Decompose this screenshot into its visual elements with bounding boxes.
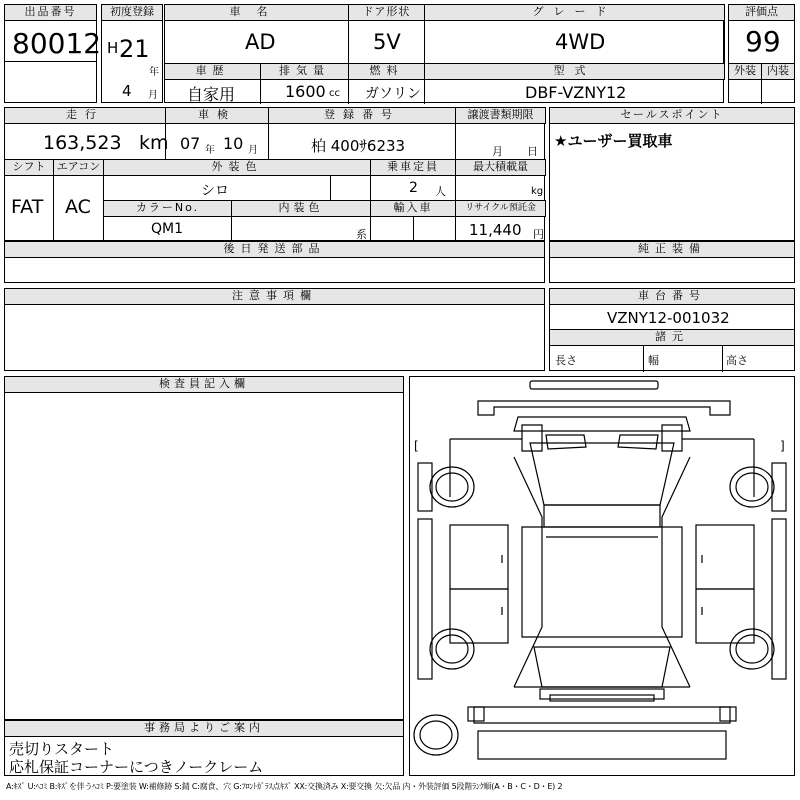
recycle-unit: 円	[533, 228, 544, 241]
score-box	[728, 4, 795, 103]
office-note-1: 売切りスタート	[9, 740, 115, 758]
color-no-label: カラーNo.	[103, 200, 232, 217]
office-label: 事務局よりご案内	[4, 720, 404, 737]
notes-box	[4, 288, 545, 371]
first-registration-box	[101, 4, 163, 103]
year-unit: 年	[149, 67, 159, 78]
inspection-year-value: 07	[180, 134, 201, 153]
inspection-month-value: 10	[223, 134, 244, 153]
reg-no-label: 登録番号	[268, 107, 456, 124]
capacity-value: 2	[409, 180, 418, 196]
ext-color-value: シロ	[201, 183, 229, 199]
capacity-label: 乗車定員	[370, 159, 456, 176]
recycle-value: 11,440	[469, 221, 522, 239]
later-parts-box	[4, 241, 545, 283]
chassis-no-value: VZNY12-001032	[607, 309, 730, 327]
model-code-label: 型式	[424, 63, 725, 80]
color-no-value: QM1	[151, 221, 184, 237]
displacement-label: 排気量	[260, 63, 349, 80]
exterior-label: 外装	[728, 63, 762, 80]
car-diagram-box	[409, 376, 795, 776]
year-value: 21	[119, 35, 150, 63]
aircon-value: AC	[65, 196, 91, 218]
reg-no-value: 柏 400ｻ6233	[311, 137, 406, 155]
later-parts-label: 後日発送部品	[4, 241, 545, 258]
max-load-label: 最大積載量	[455, 159, 546, 176]
history-value: 自家用	[187, 85, 236, 104]
bracket-left: [	[414, 439, 419, 453]
inspector-label: 検査員記入欄	[4, 376, 404, 393]
legend-text: A:ｷｽﾞ U:ﾍｺﾐ B:ｷｽﾞを伴うﾍｺﾐ P:要塗装 W:補修跡 S:錆 C:腐食、穴 G:ﾌﾛﾝﾄｶﾞﾗｽ点ｷｽﾞ XX:交換済み X:要交換 欠:欠品 内・外装評価 5段階ﾗﾝｸ順(A・B・C・D・E) 2	[6, 782, 563, 791]
notes-label: 注意事項欄	[4, 288, 545, 305]
genuine-equip-label: 純正装備	[549, 241, 795, 258]
sales-point-value: ★ユーザー買取車	[554, 132, 673, 150]
sales-point-label: セールスポイント	[549, 107, 795, 124]
grade-value: 4WD	[555, 30, 606, 54]
genuine-equip-box	[549, 241, 795, 283]
fuel-value: ガソリン	[365, 86, 421, 102]
vehicle-info-box	[164, 4, 724, 103]
inspection-month-unit: 月	[248, 145, 258, 156]
mileage-label: 走行	[4, 107, 166, 124]
grade-label: グレード	[424, 4, 725, 21]
office-box	[4, 720, 404, 776]
fuel-label: 燃料	[348, 63, 425, 80]
month-value: 4	[122, 82, 132, 100]
lot-number-box	[4, 4, 102, 103]
transfer-day-unit: 日	[527, 145, 538, 158]
history-label: 車歴	[164, 63, 261, 80]
transfer-month-unit: 月	[492, 145, 503, 158]
month-unit: 月	[148, 90, 158, 101]
inspection-label: 車検	[165, 107, 269, 124]
door-type-label: ドア形状	[348, 4, 425, 21]
bracket-right: ]	[780, 439, 785, 453]
recycle-label: リサイクル預託金	[455, 200, 546, 217]
length-label: 長さ	[555, 354, 577, 367]
inspector-box	[4, 376, 404, 720]
score-value: 99	[745, 25, 781, 58]
car-name-label: 車名	[164, 4, 349, 21]
capacity-unit: 人	[435, 185, 446, 198]
width-label: 幅	[648, 354, 659, 367]
max-load-unit: kg	[531, 186, 544, 197]
model-code-value: DBF-VZNY12	[525, 83, 627, 102]
int-color-label: 内装色	[231, 200, 371, 217]
ext-color-label: 外装色	[103, 159, 371, 176]
lot-number-value: 80012	[12, 27, 102, 60]
sales-point-box	[549, 107, 795, 241]
dimensions-label: 諸元	[549, 329, 795, 346]
lot-number-label: 出品番号	[4, 4, 97, 21]
displacement-unit: cc	[329, 88, 340, 99]
mileage-unit: km	[139, 132, 169, 154]
chassis-no-label: 車台番号	[549, 288, 795, 305]
car-name-value: AD	[245, 30, 276, 54]
shift-value: FAT	[11, 196, 44, 218]
car-body-diagram	[410, 377, 794, 775]
chassis-box	[549, 288, 795, 371]
mileage-section	[4, 107, 545, 241]
height-label: 高さ	[726, 354, 748, 367]
shift-label: シフト	[4, 159, 54, 176]
int-color-unit: 系	[356, 228, 367, 241]
import-label: 輸入車	[370, 200, 456, 217]
office-note-2: 応札保証コーナーにつきノークレーム	[9, 758, 264, 776]
score-label: 評価点	[728, 4, 795, 21]
door-type-value: 5V	[373, 30, 401, 54]
era-value: H	[107, 39, 119, 57]
transfer-doc-label: 譲渡書類期限	[455, 107, 546, 124]
inspection-year-unit: 年	[205, 145, 215, 156]
displacement-value: 1600	[285, 82, 326, 101]
aircon-label: エアコン	[53, 159, 104, 176]
mileage-value: 163,523	[43, 132, 122, 154]
interior-label: 内装	[761, 63, 795, 80]
first-registration-label: 初度登録	[101, 4, 163, 21]
